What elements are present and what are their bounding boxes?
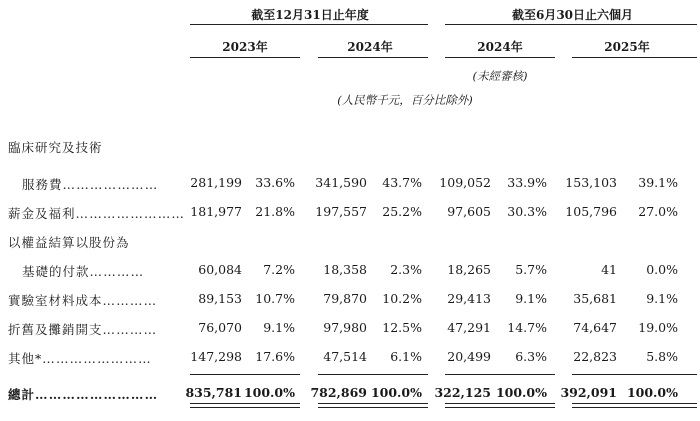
total-value: 322,125: [434, 385, 491, 400]
cell-percent: 9.1%: [263, 320, 295, 335]
cell-value: 29,413: [447, 291, 491, 306]
cell-percent: 10.7%: [255, 291, 295, 306]
cell-percent: 17.6%: [255, 349, 295, 364]
cell-value: 341,590: [315, 175, 367, 190]
cell-value: 20,499: [447, 349, 491, 364]
cell-percent: 5.8%: [646, 349, 678, 364]
unit-note: (人民幣千元，百分比除外): [337, 93, 473, 107]
total-double-rule: [572, 403, 697, 408]
row-label-others: 其他*……………………: [8, 351, 152, 366]
cell-value: 89,153: [198, 291, 242, 306]
col-rule-2024: [318, 57, 428, 58]
col-rule-2024-h1: [445, 57, 555, 58]
cell-percent: 27.0%: [638, 204, 678, 219]
total-double-rule: [318, 403, 428, 408]
cell-value: 97,605: [447, 204, 491, 219]
cell-value: 60,084: [198, 262, 242, 277]
row-label-salaries: 薪金及福利……………………: [8, 206, 186, 221]
header-rule-annual: [190, 24, 428, 25]
col-rule-2025-h1: [572, 57, 697, 58]
row-label-total: 總計………………………: [8, 387, 159, 402]
cell-percent: 9.1%: [646, 291, 678, 306]
cell-value: 41: [601, 262, 617, 277]
cell-percent: 30.3%: [507, 204, 547, 219]
total-percent: 100.0%: [243, 385, 295, 400]
cell-percent: 14.7%: [507, 320, 547, 335]
row-label-depreciation: 折舊及攤銷開支…………: [8, 322, 158, 337]
total-value: 392,091: [560, 385, 617, 400]
cell-percent: 5.7%: [515, 262, 547, 277]
cell-value: 281,199: [190, 175, 242, 190]
cell-value: 74,647: [573, 320, 617, 335]
cell-percent: 21.8%: [255, 204, 295, 219]
total-value: 835,781: [185, 385, 242, 400]
cell-percent: 10.2%: [382, 291, 422, 306]
cell-value: 35,681: [573, 291, 617, 306]
cell-value: 79,870: [323, 291, 367, 306]
subtotal-rule: [572, 374, 697, 375]
col-header-2023: 2023年: [222, 40, 268, 54]
cell-value: 76,070: [198, 320, 242, 335]
total-double-rule: [190, 403, 300, 408]
row-label-share-based-line1: 以權益結算以股份為: [8, 235, 130, 250]
cell-value: 47,291: [447, 320, 491, 335]
cell-value: 109,052: [439, 175, 491, 190]
cell-percent: 12.5%: [382, 320, 422, 335]
cell-value: 22,823: [573, 349, 617, 364]
total-value: 782,869: [310, 385, 367, 400]
header-rule-interim: [445, 24, 697, 25]
cell-value: 47,514: [323, 349, 367, 364]
total-percent: 100.0%: [370, 385, 422, 400]
cell-value: 153,103: [565, 175, 617, 190]
row-label-share-based-line2: 基礎的付款…………: [22, 264, 145, 279]
cell-value: 97,980: [323, 320, 367, 335]
row-label-clinical-line1: 臨床研究及技術: [8, 140, 103, 155]
cell-percent: 33.6%: [255, 175, 295, 190]
row-label-clinical-line2: 服務費…………………: [22, 177, 159, 192]
col-rule-2023: [190, 57, 300, 58]
cell-percent: 0.0%: [646, 262, 678, 277]
row-label-lab-materials: 實驗室材料成本…………: [8, 293, 158, 308]
header-annual-period: 截至12月31日止年度: [251, 8, 369, 22]
subtotal-rule: [190, 374, 300, 375]
cell-value: 18,358: [323, 262, 367, 277]
total-percent: 100.0%: [626, 385, 678, 400]
cell-value: 197,557: [315, 204, 367, 219]
cell-value: 18,265: [447, 262, 491, 277]
col-header-2025-h1: 2025年: [604, 40, 650, 54]
col-header-2024-h1: 2024年: [477, 40, 523, 54]
cell-percent: 43.7%: [382, 175, 422, 190]
cell-percent: 2.3%: [390, 262, 422, 277]
cell-percent: 19.0%: [638, 320, 678, 335]
cell-percent: 9.1%: [515, 291, 547, 306]
subtotal-rule: [318, 374, 428, 375]
unaudited-note: (未經審核): [472, 69, 528, 83]
cell-percent: 39.1%: [638, 175, 678, 190]
subtotal-rule: [445, 374, 555, 375]
cell-value: 181,977: [190, 204, 242, 219]
cell-percent: 6.1%: [390, 349, 422, 364]
cell-value: 105,796: [565, 204, 617, 219]
cell-percent: 7.2%: [263, 262, 295, 277]
header-interim-period: 截至6月30日止六個月: [511, 8, 634, 22]
total-percent: 100.0%: [495, 385, 547, 400]
cell-percent: 33.9%: [507, 175, 547, 190]
total-double-rule: [445, 403, 555, 408]
cell-percent: 25.2%: [382, 204, 422, 219]
cell-percent: 6.3%: [515, 349, 547, 364]
col-header-2024: 2024年: [347, 40, 393, 54]
cell-value: 147,298: [190, 349, 242, 364]
